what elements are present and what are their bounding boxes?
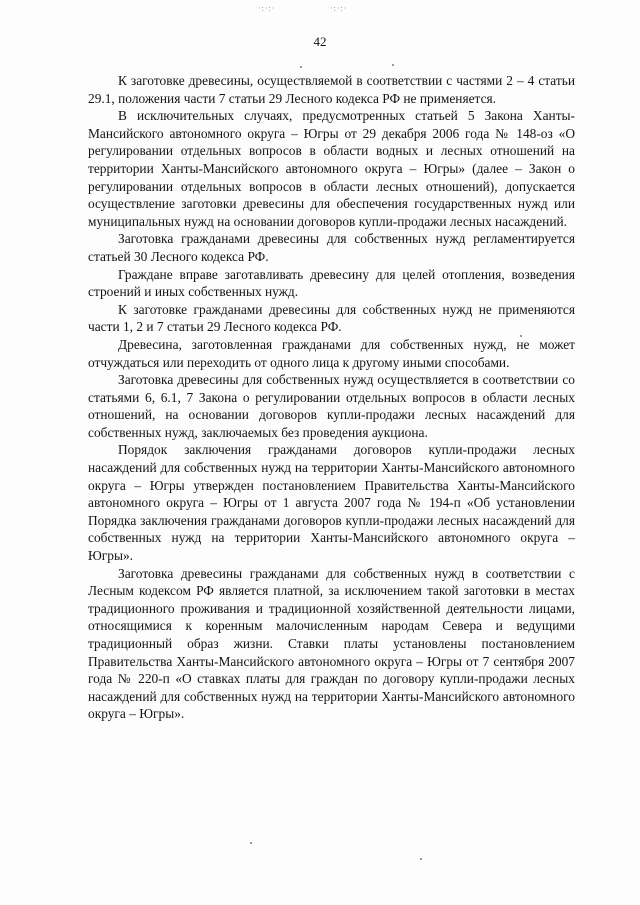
document-body — [88, 72, 575, 723]
paragraph: Заготовка древесины гражданами для собственных нужд в соответствии с Лесным кодексом РФ является платной, за исключением такой заготовки в местах традиционного проживания и традиционной хозяйственной деятельности лицами, относящимися к коренным малочисленным народам Севера и ведущими традиционный образ жизни. Ставки платы установлены постановлением Правительства Ханты-Мансийского автономного округа – Югры от 7 сентября 2007 года № 220-п «О ставках платы для граждан по договору купли-продажи лесных насаждений для собственных нужд на территории Ханты-Мансийского автономного округа – Югры». — [88, 565, 575, 722]
paragraph: К заготовке гражданами древесины для собственных нужд не применяются части 1, 2 и 7 статьи 29 Лесного кодекса РФ. — [88, 301, 575, 335]
paragraph: Заготовка гражданами древесины для собственных нужд регламентируется статьей 30 Лесного кодекса РФ. — [88, 231, 575, 264]
scan-noise: ·:·:· — [258, 4, 276, 13]
scan-speck — [420, 858, 422, 860]
paragraph: Заготовка древесины для собственных нужд осуществляется в соответствии со статьями 6, 6.1, 7 Закона о регулировании отдельных вопросов в области лесных отношений, на основании договоров купли-продажи лесных насаждений для собственных нужд, заключаемых без проведения аукциона. — [88, 372, 575, 440]
paragraph: В исключительных случаях, предусмотренных статьей 5 Закона Ханты-Мансийского автономного округа – Югры от 29 декабря 2006 года № 148-оз «О регулировании отдельных вопросов в области водных и лесных отношений на территории Ханты-Мансийского автономного округа – Югры» (далее – Закон о регулировании отдельных вопросов в области лесных отношений), допускается осуществление заготовки древесины для обеспечения государственных нужд или муниципальных нужд на основании договоров купли-продажи лесных насаждений. — [88, 108, 575, 229]
paragraph: Порядок заключения гражданами договоров купли-продажи лесных насаждений для собственных нужд на территории Ханты-Мансийского автономного округа – Югры утвержден постановлением Правительства Ханты-Мансийского автономного округа – Югры от 1 августа 2007 года № 194-п «Об установлении Порядка заключения гражданами договоров купли-продажи лесных насаждений для собственных нужд на территории Ханты-Мансийского автономного округа – Югры». — [88, 442, 575, 564]
paragraph: К заготовке древесины, осуществляемой в соответствии с частями 2 – 4 статьи 29.1, положения части 7 статьи 29 Лесного кодекса РФ не применяется. — [88, 73, 575, 106]
scan-speck — [250, 842, 252, 844]
scan-speck — [300, 66, 302, 68]
page-number: 42 — [313, 34, 327, 49]
paragraph: Древесина, заготовленная гражданами для собственных нужд, не может отчуждаться или переходить от одного лица к другому иными способами. — [88, 336, 575, 370]
scan-noise: ·:·:· — [330, 4, 348, 13]
scan-speck — [392, 64, 394, 66]
paragraph: Граждане вправе заготавливать древесину для целей отопления, возведения строений и иных собственных нужд. — [88, 266, 575, 300]
